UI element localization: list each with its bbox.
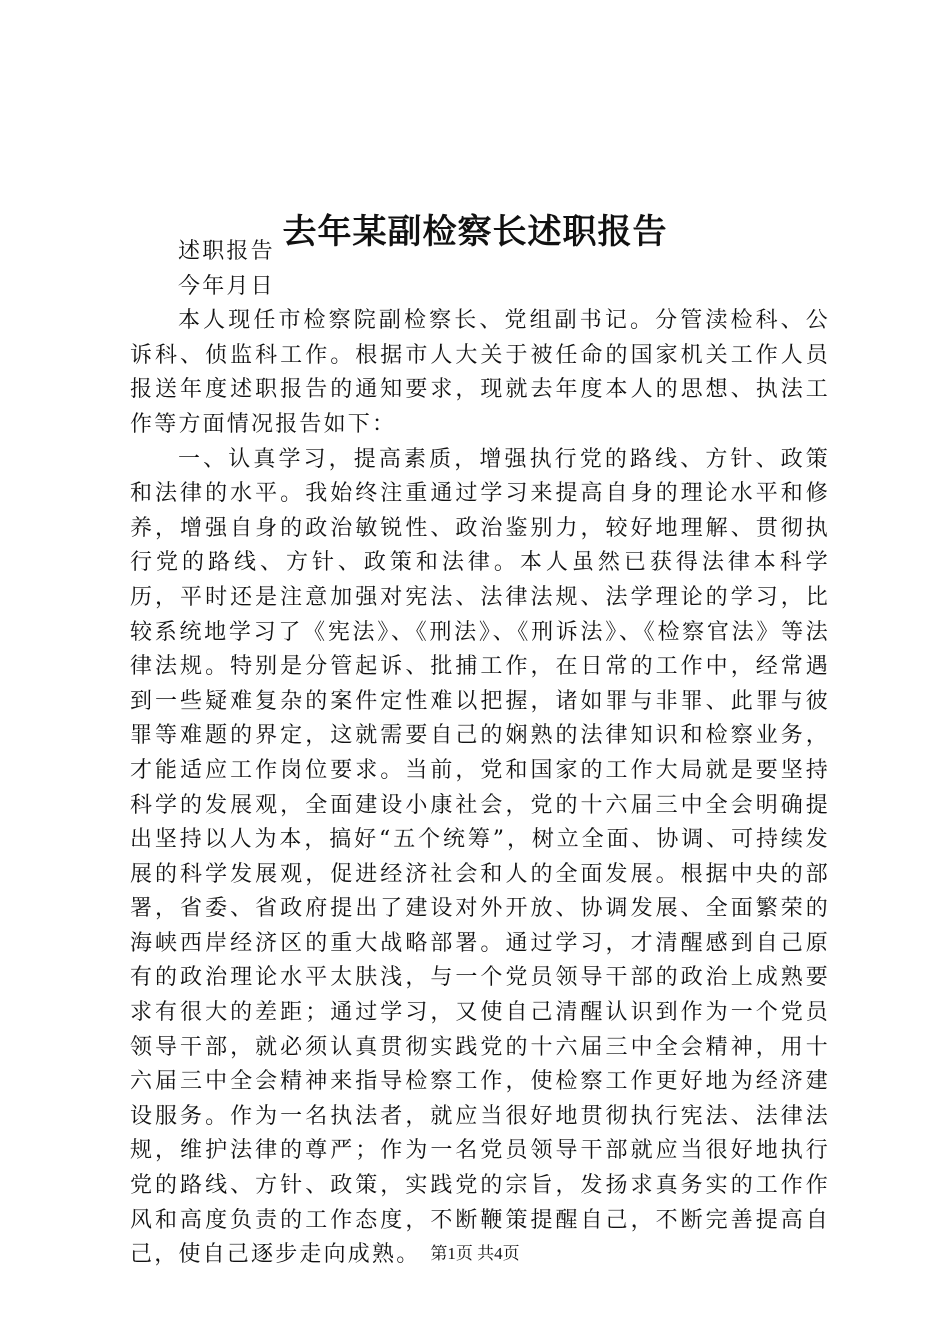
page-footer: 第1页 共4页 xyxy=(430,1244,520,1263)
document-title: 去年某副检察长述职报告 xyxy=(282,211,668,252)
paragraph-date: 今年月日 xyxy=(178,273,275,299)
paragraph-intro: 本人现任市检察院副检察长、党组副书记。分管渎检科、公诉科、侦监科工作。根据市人大关于被任命的国家机关工作人员报送年度述职报告的通知要求，现就去年度本人的思想、执法工作等方面情况报告如下： xyxy=(130,308,830,437)
paragraph-section-one: 一、认真学习，提高素质，增强执行党的路线、方针、政策和法律的水平。我始终注重通过学习来提高自身的理论水平和修养，增强自身的政治敏锐性、政治鉴别力，较好地理解、贯彻执行党的路线、方针、政策和法律。本人虽然已获得法律本科学历，平时还是注意加强对宪法、法律法规、法学理论的学习，比较系统地学习了《宪法》、《刑法》、《刑诉法》、《检察官法》等法律法规。特别是分管起诉、批捕工作，在日常的工作中，经常遇到一些疑难复杂的案件定性难以把握，诸如罪与非罪、此罪与彼罪等难题的界定，这就需要自己的娴熟的法律知识和检察业务，才能适应工作岗位要求。当前，党和国家的工作大局就是要坚持科学的发展观，全面建设小康社会，党的十六届三中全会明确提出坚持以人为本，搞好“五个统筹”，树立全面、协调、可持续发展的科学发展观，促进经济社会和人的全面发展。根据中央的部署，省委、省政府提出了建设对外开放、协调发展、全面繁荣的海峡西岸经济区的重大战略部署。通过学习，才清醒感到自己原有的政治理论水平太肤浅，与一个党员领导干部的政治上成熟要求有很大的差距；通过学习，又使自己清醒认识到作为一个党员领导干部，就必须认真贯彻实践党的十六届三中全会精神，用十六届三中全会精神来指导检察工作，使检察工作更好地为经济建设服务。作为一名执法者，就应当很好地贯彻执行宪法、法律法规，维护法律的尊严；作为一名党员领导干部就应当很好地执行党的路线、方针、政策，实践党的宗旨，发扬求真务实的工作作风和高度负责的工作态度，不断鞭策提醒自己，不断完善提高自己，使自己逐步走向成熟。 xyxy=(130,446,830,1268)
paragraph-heading: 述职报告 xyxy=(178,239,275,264)
document-body xyxy=(130,235,830,1273)
